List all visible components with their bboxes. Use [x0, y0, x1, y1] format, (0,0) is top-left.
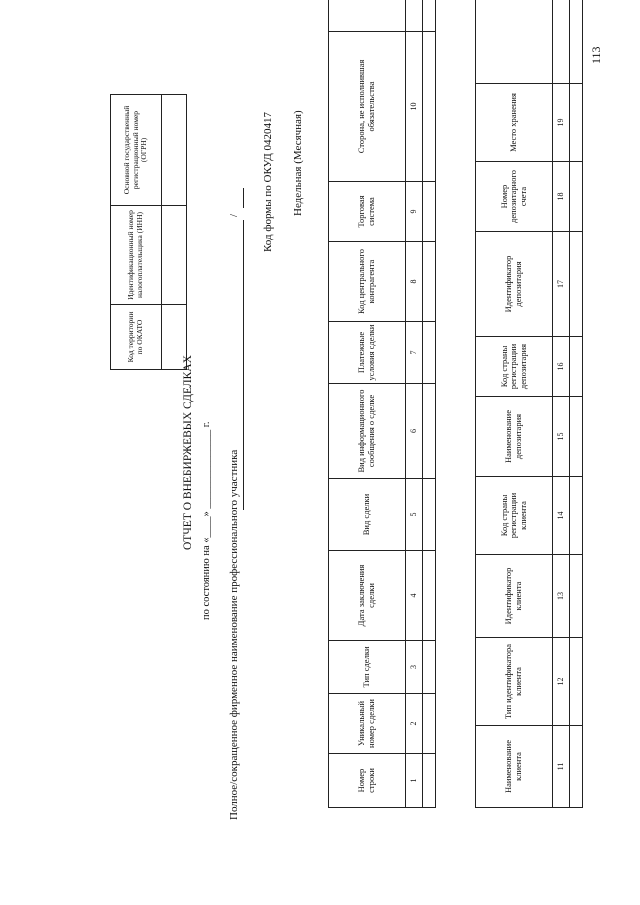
- inn-header: Идентификационный номер налогоплательщика (ИНН): [111, 206, 162, 305]
- col-deal-type: Тип сделки: [329, 641, 406, 694]
- col-row-number: Номер строки: [329, 754, 406, 808]
- table-cell[interactable]: [423, 0, 436, 32]
- col-client-id: Идентификатор клиента: [476, 555, 553, 638]
- table-cell[interactable]: [423, 322, 436, 384]
- table-cell[interactable]: [423, 479, 436, 551]
- col-number: 19: [553, 84, 570, 162]
- report-as-of-date: по состоянию на «____» _______________ г.: [201, 421, 212, 620]
- col-central-counterparty: Код центрального контрагента: [329, 242, 406, 322]
- table-cell[interactable]: [570, 638, 583, 726]
- col-extra: [329, 0, 406, 32]
- okato-header: Код территории по ОКАТО: [111, 305, 162, 370]
- ogrn-value-cell[interactable]: [162, 95, 187, 206]
- col-number: 3: [406, 641, 423, 694]
- col-number: [406, 0, 423, 32]
- participant-short-name-line[interactable]: [243, 188, 244, 208]
- col-info-message-kind: Вид информационного сообщения о сделке: [329, 384, 406, 479]
- col-number: 11: [553, 726, 570, 808]
- table-cell[interactable]: [570, 397, 583, 477]
- table-cell[interactable]: [570, 84, 583, 162]
- deals-table-part-2: [475, 0, 583, 808]
- col-payment-terms: Платежные условия сделки: [329, 322, 406, 384]
- report-title: ОТЧЕТ О ВНЕБИРЖЕВЫХ СДЕЛКАХ: [182, 355, 194, 550]
- col-extra: [476, 0, 553, 84]
- table-cell[interactable]: [570, 337, 583, 397]
- table-cell[interactable]: [423, 384, 436, 479]
- col-number: 15: [553, 397, 570, 477]
- col-number: 14: [553, 477, 570, 555]
- col-client-country-code: Код страны регистрации клиента: [476, 477, 553, 555]
- col-number: 1: [406, 754, 423, 808]
- col-number: 17: [553, 232, 570, 337]
- table-cell[interactable]: [570, 0, 583, 84]
- col-storage-place: Место хранения: [476, 84, 553, 162]
- col-number: 9: [406, 182, 423, 242]
- table-cell[interactable]: [570, 726, 583, 808]
- table-cell[interactable]: [423, 754, 436, 808]
- okud-code: Код формы по ОКУД 0420417: [262, 111, 274, 252]
- col-number: [553, 0, 570, 84]
- col-number: 7: [406, 322, 423, 384]
- col-number: 13: [553, 555, 570, 638]
- table-cell[interactable]: [423, 641, 436, 694]
- col-defaulting-party: Сторона, не исполнившая обязательства: [329, 32, 406, 182]
- table-cell[interactable]: [570, 162, 583, 232]
- col-number: 10: [406, 32, 423, 182]
- participant-name-label: Полное/сокращенное фирменное наименование профессионального участника: [228, 449, 240, 820]
- ogrn-header: Основной государственный регистрационный номер (ОГРН): [111, 95, 162, 206]
- col-depository-name: Наименование депозитария: [476, 397, 553, 477]
- col-depository-account: Номер депозитарного счета: [476, 162, 553, 232]
- participant-name-line[interactable]: [243, 220, 244, 510]
- table-cell[interactable]: [423, 182, 436, 242]
- col-trading-system: Торговая система: [329, 182, 406, 242]
- table-cell[interactable]: [423, 551, 436, 641]
- col-client-name: Наименование клиента: [476, 726, 553, 808]
- page-number: 113: [589, 46, 603, 64]
- col-number: 18: [553, 162, 570, 232]
- deals-table-part-1: [328, 0, 436, 808]
- col-deal-unique-number: Уникальный номер сделки: [329, 694, 406, 754]
- col-number: 6: [406, 384, 423, 479]
- col-deal-date: Дата заключения сделки: [329, 551, 406, 641]
- col-deal-kind: Вид сделки: [329, 479, 406, 551]
- col-number: 5: [406, 479, 423, 551]
- col-number: 12: [553, 638, 570, 726]
- table-cell[interactable]: [570, 232, 583, 337]
- col-number: 2: [406, 694, 423, 754]
- col-depository-country-code: Код страны регистрации депозитария: [476, 337, 553, 397]
- col-depository-id: Идентификатор депозитария: [476, 232, 553, 337]
- col-client-id-type: Тип идентификатора клиента: [476, 638, 553, 726]
- table-cell[interactable]: [423, 242, 436, 322]
- table-cell[interactable]: [570, 477, 583, 555]
- table-cell[interactable]: [570, 555, 583, 638]
- registration-code-box: [110, 94, 187, 370]
- table-cell[interactable]: [423, 32, 436, 182]
- col-number: 4: [406, 551, 423, 641]
- col-number: 8: [406, 242, 423, 322]
- inn-value-cell[interactable]: [162, 206, 187, 305]
- report-form: [20, 20, 620, 880]
- col-number: 16: [553, 337, 570, 397]
- table-cell[interactable]: [423, 694, 436, 754]
- report-period: Недельная (Месячная): [292, 110, 304, 216]
- participant-name-separator: /: [228, 213, 240, 217]
